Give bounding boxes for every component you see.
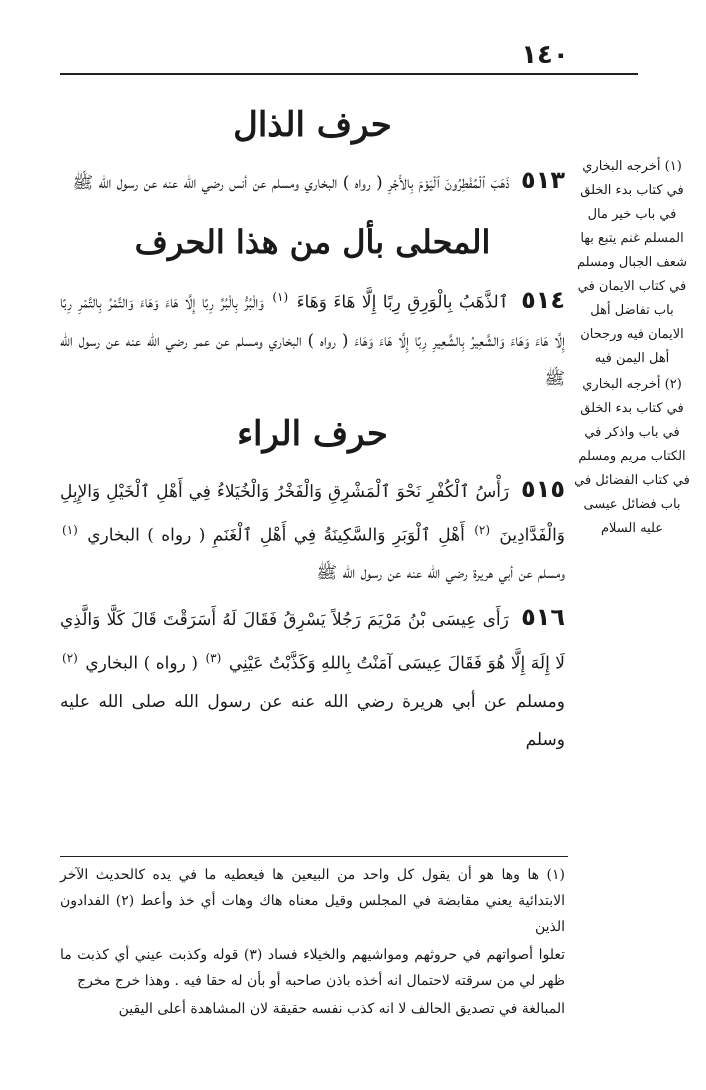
footnote-marker: (٣) (205, 651, 222, 666)
header-rule (60, 73, 638, 75)
margin-notes (572, 155, 692, 543)
side-note-marker: (٢) (62, 651, 78, 666)
margin-note: (٢) أخرجه البخاري في كتاب بدء الخلق في باب واذكر في الكتاب مريم ومسلم في كتاب الفضائل في باب فضائل عيسى عليه السلام (574, 377, 690, 536)
entry-number: ٥١٤ (521, 285, 566, 314)
hadith-entry (60, 161, 565, 202)
entry-text-continued: ومسلم عن أبي هريرة رضي الله عنه عن رسول الله صلى الله عليه وسلم (60, 691, 565, 750)
entry-number: ٥١٣ (521, 166, 565, 194)
entry-text-continued: أَهْلِ ٱلْوَبَرِ وَالسَّكِينَةُ فِي أَهْلِ ٱلْغَنَمِ ( رواه ) البخاري (87, 525, 465, 546)
side-note-marker: (١) (62, 522, 78, 537)
footnote-marker: (٢) (474, 522, 491, 537)
page-number: ١٤٠ (521, 40, 569, 70)
entry-text: ذَهَبَ ٱلْمُفْطِرُونَ ٱلْيَوْمَ بِالأَجْرِ ( رواه ) البخاري ومسلم عن أنس رضي الله عنه عن رسول الله ﷺ (72, 173, 510, 193)
entry-text: رَأَى عِيسَى بْنُ مَرْيَمَ رَجُلاً يَسْرِقُ فَقَالَ لَهُ أَسَرَقْتَ قَالَ كَلَّا وَالَّذِي لَا إِلَهَ إِلَّا هُوَ فَقَالَ عِيسَى آمَنْتُ بِاللهِ وَكَذَّبْتُ عَيْنِي (60, 610, 566, 674)
section-heading-dhal: حرف الذال (233, 105, 392, 145)
entry-number: ٥١٥ (521, 474, 565, 503)
footnote-marker: (١) (272, 290, 289, 304)
main-text-column (60, 95, 565, 765)
margin-note: (١) أخرجه البخاري في كتاب بدء الخلق في باب خير مال المسلم غنم يتبع بها شعف الجبال ومسلم في كتاب الايمان في باب تفاضل أهل الايمان فيه ورجحان أهل اليمن فيه (577, 159, 687, 366)
section-heading-ra: حرف الراء (237, 413, 388, 454)
footnote-line: تعلوا أصواتهم في حروثهم ومواشيهم والخيلاء فساد (٣) قوله وكذبت عيني أي كذبت ما ظهر لي من سرقته لاحتمال انه أخذه باذن صاحبه أو بأن له حقا فيه . وهذا خرج مخرج (60, 947, 565, 989)
footnote-line: (١) ها وها هو أن يقول كل واحد من البيعين ها فيعطيه ما في يده كالحديث الآخر الابتدائية يعني مقابضة في المجلس وقيل معناه هاك وهات أي خذ وأعط (٢) الفدادون الذين (60, 867, 565, 935)
entry-text-continued: ومسلم عن أبي هريرة رضي الله عنه عن رسول الله ﷺ (316, 563, 565, 584)
entry-number: ٥١٦ (521, 603, 566, 632)
section-heading-with-al: المحلى بأل من هذا الحرف (134, 223, 491, 261)
footnote-line: المبالغة في تصديق الحالف لا انه كذب نفسه حقيقة لان المشاهدة أعلى اليقين (118, 1001, 565, 1017)
hadith-entry (60, 598, 565, 759)
entry-text-continued: ( رواه ) البخاري (85, 653, 198, 674)
entry-text: رَأْسُ ٱلْكُفْرِ نَحْوَ ٱلْمَشْرِقِ وَالْفَخْرُ وَالْخُيَلاءُ فِي أَهْلِ ٱلْخَيْلِ وَالإِبِلِ وَالْفَدَّادِينَ (60, 481, 566, 546)
entry-text-continued: وَالْبُرُّ بِالْبُرِّ رِبًا إِلَّا هَاءَ وَهَاءَ وَالتَّمْرُ بِالتَّمْرِ رِبًا إِلَّا هَاءَ وَهَاءَ وَالشَّعِيرُ بِالشَّعِيرِ رِبًا إِلَّا هَاءَ وَهَاءَ ( رواه ) البخاري ومسلم عن عمر رضي الله عنه عن رسول الله ﷺ (60, 292, 565, 389)
hadith-entry (60, 470, 565, 593)
footnotes (60, 862, 565, 1024)
hadith-entry (60, 278, 565, 398)
entry-text: ٱلذَّهَبُ بِالْوَرِقِ رِبًا إِلَّا هَاءَ وَهَاءَ (296, 292, 509, 313)
footnote-rule (60, 856, 568, 857)
